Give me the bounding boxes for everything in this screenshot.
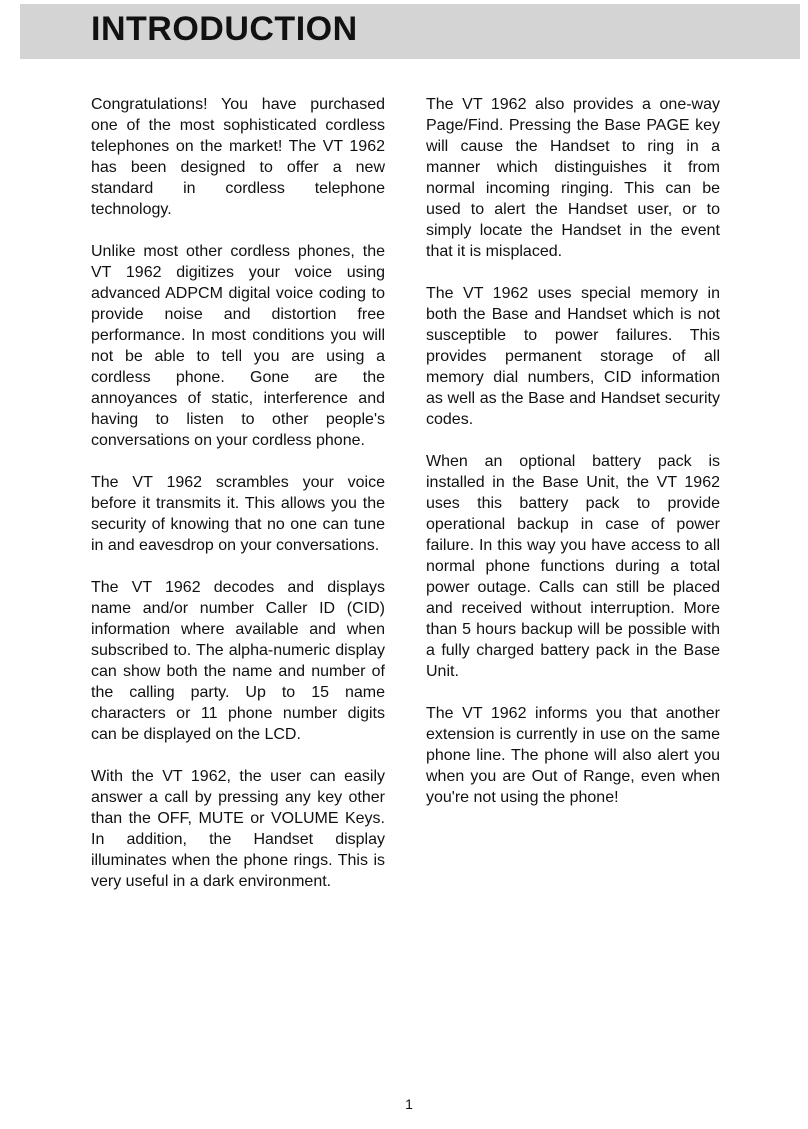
- paragraph-caller-id: The VT 1962 decodes and displays name and/or number Caller ID (CID) information where available and when subscribed to. The alpha-numeric display can show both the name and number of the calling party. Up to 15 name characters or 11 phone number digits can be displayed on the LCD.: [91, 579, 385, 743]
- header-bar: [20, 4, 800, 59]
- paragraph-scrambles-voice: The VT 1962 scrambles your voice before it transmits it. This allows you the security of knowing that no one can tune in and eavesdrop on your conversations.: [91, 474, 385, 554]
- paragraph-digitizes-voice: Unlike most other cordless phones, the VT 1962 digitizes your voice using advanced ADPCM digital voice coding to provide noise and distortion free performance. In most conditions you will not be able to tell you are using a cordless phone. Gone are the annoyances of static, interference and having to listen to other people's conversations on your cordless phone.: [91, 243, 385, 449]
- paragraph-congratulations: Congratulations! You have purchased one of the most sophisticated cordless telephones on the market! The VT 1962 has been designed to offer a new standard in cordless telephone technology.: [91, 96, 385, 218]
- page-number: 1: [405, 1096, 413, 1112]
- right-column: [426, 94, 720, 829]
- page-title: INTRODUCTION: [91, 10, 358, 48]
- left-column: [91, 94, 385, 913]
- paragraph-page-find: The VT 1962 also provides a one-way Page/Find. Pressing the Base PAGE key will cause the Handset to ring in a manner which distinguishes it from normal incoming ringing. This can be used to alert the Handset user, or to simply locate the Handset in the event that it is misplaced.: [426, 96, 720, 260]
- paragraph-extension-in-use: The VT 1962 informs you that another extension is currently in use on the same phone line. The phone will also alert you when you are Out of Range, even when you're not using the phone!: [426, 705, 720, 806]
- paragraph-special-memory: The VT 1962 uses special memory in both the Base and Handset which is not susceptible to power failures. This provides permanent storage of all memory dial numbers, CID information as well as the Base and Handset security codes.: [426, 285, 720, 428]
- paragraph-answer-call: With the VT 1962, the user can easily answer a call by pressing any key other than the OFF, MUTE or VOLUME Keys. In addition, the Handset display illuminates when the phone rings. This is very useful in a dark environment.: [91, 768, 385, 890]
- paragraph-battery-backup: When an optional battery pack is installed in the Base Unit, the VT 1962 uses this battery pack to provide operational backup in case of power failure. In this way you have access to all normal phone functions during a total power outage. Calls can still be placed and received without interruption. More than 5 hours backup will be possible with a fully charged battery pack in the Base Unit.: [426, 453, 720, 680]
